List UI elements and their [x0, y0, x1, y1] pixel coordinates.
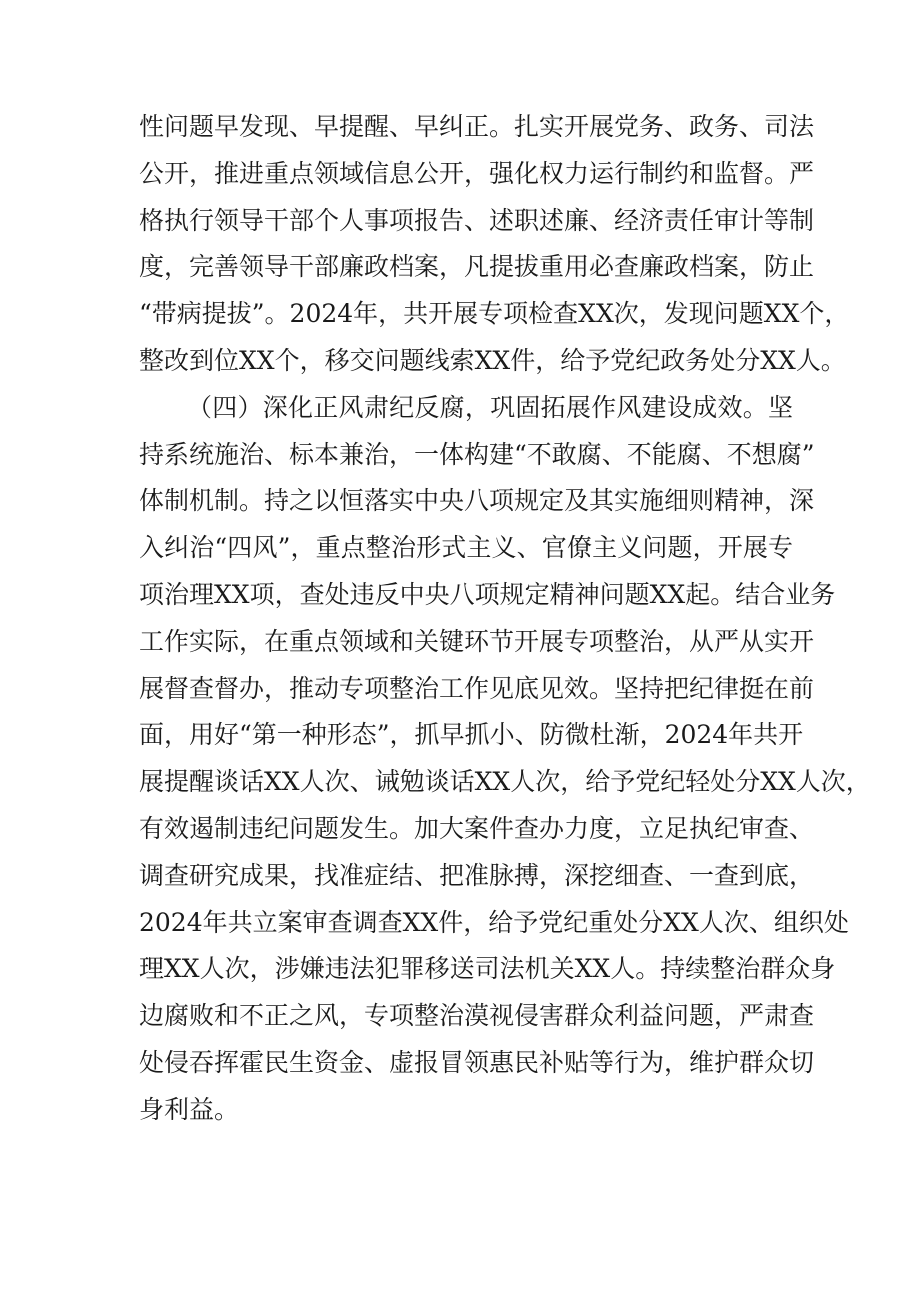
paragraph-line: 性问题早发现、早提醒、早纠正。扎实开展党务、政务、司法	[139, 112, 815, 141]
paragraph-line: 面，用好“第一种形态”，抓早抓小、防微杜渐，2024年共开	[139, 720, 804, 750]
paragraph-line: 展督查督办，推动专项整治工作见底见效。坚持把纪律挺在前	[139, 673, 815, 703]
paragraph-line: 体制机制。持之以恒落实中央八项规定及其实施细则精神，深	[139, 486, 815, 516]
paragraph-line: “带病提拔”。2024年，共开展专项检查XX次，发现问题XX个，	[139, 299, 850, 329]
paragraph-line: 边腐败和不正之风，专项整治漠视侵害群众利益问题，严肃查	[139, 1001, 815, 1031]
paragraph-line: 展提醒谈话XX人次、诫勉谈话XX人次，给予党纪轻处分XX人次，	[139, 767, 871, 797]
paragraph-line: 度，完善领导干部廉政档案，凡提拔重用必查廉政档案，防止	[139, 252, 815, 282]
paragraph-line: 身利益。	[139, 1094, 240, 1124]
paragraph-line: 有效遏制违纪问题发生。加大案件查办力度，立足执纪审查、	[139, 813, 815, 843]
paragraph-line: 格执行领导干部个人事项报告、述职述廉、经济责任审计等制	[139, 205, 815, 235]
paragraph-line: 理XX人次，涉嫌违法犯罪移送司法机关XX人。持续整治群众身	[139, 954, 836, 984]
paragraph-line: 工作实际，在重点领域和关键环节开展专项整治，从严从实开	[139, 626, 815, 656]
paragraph-line: 持系统施治、标本兼治，一体构建“不敢腐、不能腐、不想腐”	[139, 439, 815, 469]
paragraph-line: 入纠治“四风”，重点整治形式主义、官僚主义问题，开展专	[139, 533, 793, 563]
paragraph-1	[139, 104, 850, 385]
paragraph-line: 整改到位XX个，移交问题线索XX件，给予党纪政务处分XX人。	[139, 345, 846, 375]
document-body	[139, 104, 871, 1134]
paragraph-2	[139, 385, 871, 1134]
paragraph-line: 2024年共立案审查调查XX件，给予党纪重处分XX人次、组织处	[139, 907, 849, 937]
paragraph-line: 项治理XX项，查处违反中央八项规定精神问题XX起。结合业务	[139, 579, 836, 609]
paragraph-line: 调查研究成果，找准症结、把准脉搏，深挖细查、一查到底，	[139, 860, 815, 890]
paragraph-line: 处侵吞挥霍民生资金、虚报冒领惠民补贴等行为，维护群众切	[139, 1047, 815, 1077]
section-heading-line: （四）深化正风肃纪反腐，巩固拓展作风建设成效。坚	[187, 392, 793, 422]
paragraph-line: 公开，推进重点领域信息公开，强化权力运行制约和监督。严	[139, 158, 815, 188]
